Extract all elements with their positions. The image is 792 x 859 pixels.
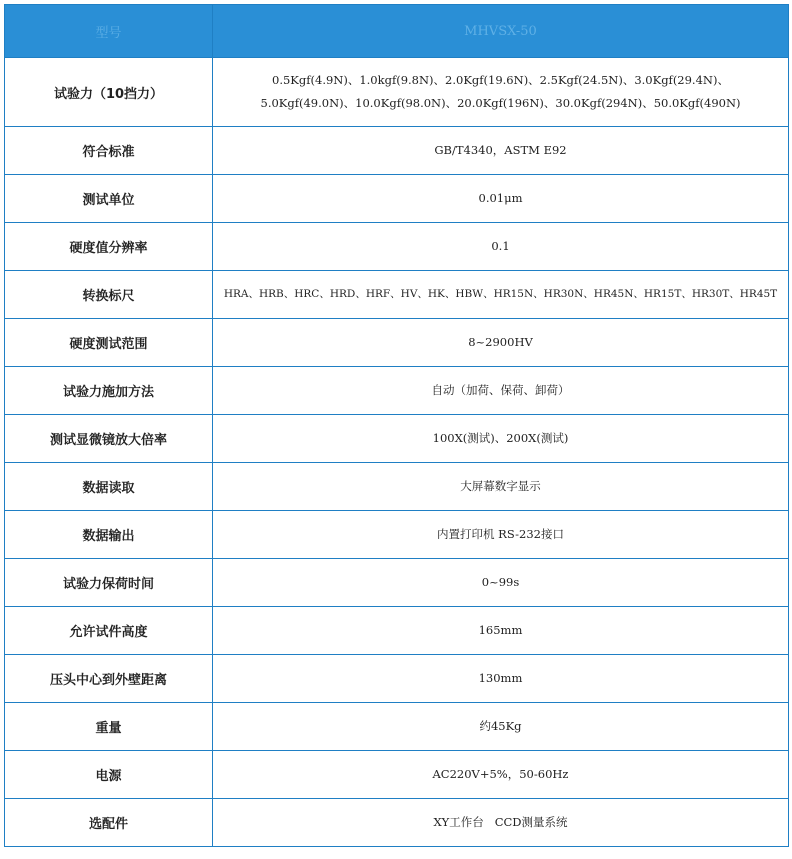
row-value: 130mm xyxy=(213,655,789,703)
row-value: HRA、HRB、HRC、HRD、HRF、HV、HK、HBW、HR15N、HR30N、HR45N、HR15T、HR30T、HR45T xyxy=(213,271,789,319)
row-value: 165mm xyxy=(213,607,789,655)
row-label: 允许试件高度 xyxy=(5,607,213,655)
row-value: XY工作台 CCD测量系统 xyxy=(213,799,789,847)
table-row xyxy=(5,655,789,703)
table-row xyxy=(5,271,789,319)
row-label: 压头中心到外壁距离 xyxy=(5,655,213,703)
row-label: 选配件 xyxy=(5,799,213,847)
row-label: 电源 xyxy=(5,751,213,799)
row-value: 大屏幕数字显示 xyxy=(213,463,789,511)
row-value: 100X(测试)、200X(测试) xyxy=(213,415,789,463)
row-value: 8~2900HV xyxy=(213,319,789,367)
table-header-row xyxy=(5,5,789,58)
table-row xyxy=(5,367,789,415)
row-label: 符合标准 xyxy=(5,127,213,175)
row-value: 内置打印机 RS-232接口 xyxy=(213,511,789,559)
row-value: GB/T4340，ASTM E92 xyxy=(213,127,789,175)
table-row xyxy=(5,703,789,751)
table-row xyxy=(5,751,789,799)
row-label: 数据读取 xyxy=(5,463,213,511)
model-label: 型号 xyxy=(5,5,213,58)
table-row xyxy=(5,319,789,367)
row-label: 测试单位 xyxy=(5,175,213,223)
row-value: 约45Kg xyxy=(213,703,789,751)
row-label: 硬度值分辨率 xyxy=(5,223,213,271)
table-row xyxy=(5,511,789,559)
table-row xyxy=(5,127,789,175)
row-value: AC220V+5%，50-60Hz xyxy=(213,751,789,799)
table-row xyxy=(5,175,789,223)
test-force-line-1: 0.5Kgf(4.9N)、1.0kgf(9.8N)、2.0Kgf(19.6N)、2.5Kgf(24.5N)、3.0Kgf(29.4N)、 xyxy=(272,73,729,87)
row-label: 试验力保荷时间 xyxy=(5,559,213,607)
row-value: 0.01μm xyxy=(213,175,789,223)
table-row xyxy=(5,463,789,511)
spec-table xyxy=(4,4,789,847)
table-row xyxy=(5,607,789,655)
row-label: 硬度测试范围 xyxy=(5,319,213,367)
row-value: 自动（加荷、保荷、卸荷） xyxy=(213,367,789,415)
row-value: 0.1 xyxy=(213,223,789,271)
table-row xyxy=(5,415,789,463)
test-force-values xyxy=(213,58,789,127)
row-label: 重量 xyxy=(5,703,213,751)
row-label: 数据输出 xyxy=(5,511,213,559)
table-row xyxy=(5,559,789,607)
row-label: 试验力施加方法 xyxy=(5,367,213,415)
model-value: MHVSX-50 xyxy=(213,5,789,58)
row-label: 测试显微镜放大倍率 xyxy=(5,415,213,463)
row-value: 0~99s xyxy=(213,559,789,607)
row-label: 试验力（10挡力） xyxy=(5,58,213,127)
table-row xyxy=(5,799,789,847)
table-row xyxy=(5,58,789,127)
test-force-line-2: 5.0Kgf(49.0N)、10.0Kgf(98.0N)、20.0Kgf(196N)、30.0Kgf(294N)、50.0Kgf(490N) xyxy=(260,96,741,110)
table-row xyxy=(5,223,789,271)
row-label: 转换标尺 xyxy=(5,271,213,319)
